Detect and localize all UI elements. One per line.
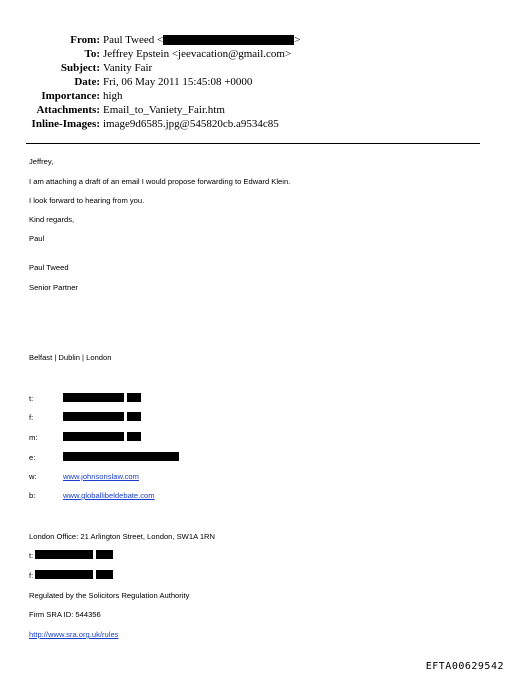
header-to	[0, 48, 512, 63]
london-t-label: t:	[29, 551, 34, 560]
header-from	[0, 34, 512, 49]
header-date	[0, 76, 512, 91]
redaction-bar	[63, 452, 179, 461]
redaction-bar	[35, 570, 93, 579]
redaction-bar	[63, 393, 124, 402]
date-label: Date:	[74, 76, 100, 88]
header-importance	[0, 90, 512, 105]
attachments-label: Attachments:	[36, 104, 100, 116]
subject-label: Subject:	[60, 62, 100, 74]
redaction-bar	[163, 35, 294, 45]
greeting: Jeffrey,	[29, 157, 54, 166]
from-name: Paul Tweed <	[103, 34, 164, 46]
signature-title: Senior Partner	[29, 283, 78, 292]
london-office: London Office: 21 Arlington Street, London, SW1A 1RN	[29, 532, 216, 541]
body-line-2: I look forward to hearing from you.	[29, 196, 145, 205]
header-subject	[0, 62, 512, 77]
attachments-value: Email_to_Vaniety_Fair.htm	[103, 104, 225, 116]
header-inline-images	[0, 118, 512, 133]
sra-rules-link[interactable]: http://www.sra.org.uk/rules	[29, 630, 119, 639]
to-label: To:	[84, 48, 100, 60]
redaction-bar	[127, 393, 141, 402]
redaction-bar	[35, 550, 93, 559]
redaction-bar	[96, 570, 113, 579]
from-value	[103, 34, 300, 46]
contact-w-label: w:	[29, 472, 37, 481]
redaction-bar	[127, 412, 141, 421]
contact-e-label: e:	[29, 453, 36, 462]
header-attachments	[0, 104, 512, 119]
closing: Kind regards,	[29, 215, 75, 224]
inline-images-value: image9d6585.jpg@545820cb.a9534c85	[103, 118, 279, 130]
redaction-bar	[96, 550, 113, 559]
signature-name: Paul Tweed	[29, 263, 69, 272]
contact-b-label: b:	[29, 491, 36, 500]
document-id: EFTA00629542	[425, 661, 504, 672]
contact-f-label: f:	[29, 413, 34, 422]
from-close: >	[294, 34, 301, 46]
to-value: Jeffrey Epstein <jeevacation@gmail.com>	[103, 48, 292, 60]
redaction-bar	[127, 432, 141, 441]
london-f-label: f:	[29, 571, 34, 580]
website-link[interactable]: www.johnsonslaw.com	[63, 472, 139, 481]
sra-id: Firm SRA ID: 544356	[29, 610, 101, 619]
redaction-bar	[63, 432, 124, 441]
regulated-text: Regulated by the Solicitors Regulation Authority	[29, 591, 190, 600]
signature-offices: Belfast | Dublin | London	[29, 353, 112, 362]
redaction-bar	[63, 412, 124, 421]
blog-link[interactable]: www.globallibeldebate.com	[63, 491, 155, 500]
body-line-1: I am attaching a draft of an email I would propose forwarding to Edward Klein.	[29, 177, 291, 186]
inline-images-label: Inline-Images:	[31, 118, 100, 130]
signoff: Paul	[29, 234, 45, 243]
from-label: From:	[70, 34, 100, 46]
importance-value: high	[103, 90, 123, 102]
contact-t-label: t:	[29, 394, 34, 403]
contact-m-label: m:	[29, 433, 38, 442]
importance-label: Importance:	[41, 90, 100, 102]
subject-value: Vanity Fair	[103, 62, 153, 74]
date-value: Fri, 06 May 2011 15:45:08 +0000	[103, 76, 253, 88]
header-divider	[26, 143, 480, 144]
